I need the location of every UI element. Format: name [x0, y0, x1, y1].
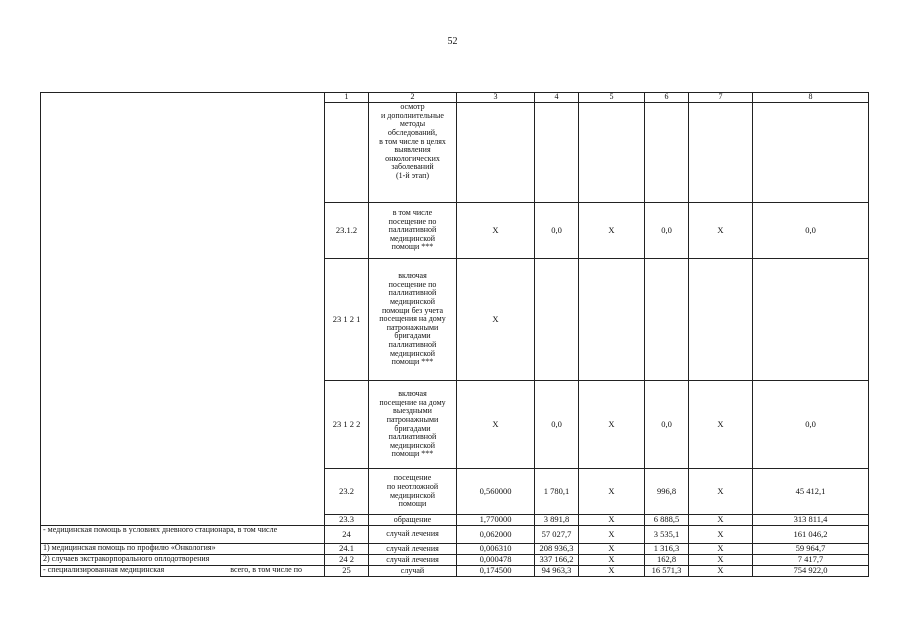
- row-value-c7: Х: [689, 526, 753, 544]
- row-name-part: - специализированная медицинская: [43, 565, 165, 574]
- row-value-c8: 7 417,7: [753, 555, 869, 566]
- row-unit: осмотр и дополнительные методы обследований, в том числе в целях выявления онкологических заболеваний (1-й этап): [369, 103, 457, 203]
- row-code: 23 1 2 2: [325, 381, 369, 469]
- row-value-c7: Х: [689, 469, 753, 515]
- row-unit: случай лечения: [369, 526, 457, 544]
- row-value-c8: 45 412,1: [753, 469, 869, 515]
- row-value-c4: 208 936,3: [535, 544, 579, 555]
- row-value-c5: Х: [579, 381, 645, 469]
- row-value-c4: 57 027,7: [535, 526, 579, 544]
- row-name: - медицинская помощь в условиях дневного стационара, в том числе: [41, 526, 325, 544]
- row-value-c6: [645, 103, 689, 203]
- column-header: 4: [535, 93, 579, 103]
- row-value-c3: Х: [457, 381, 535, 469]
- row-value-c7: Х: [689, 381, 753, 469]
- row-value-c4: 0,0: [535, 381, 579, 469]
- row-code: 23 1 2 1: [325, 259, 369, 381]
- table-row: [41, 544, 869, 555]
- row-value-c4: 337 166,2: [535, 555, 579, 566]
- row-value-c7: [689, 103, 753, 203]
- column-header: 3: [457, 93, 535, 103]
- column-header: 7: [689, 93, 753, 103]
- row-value-c6: 162,8: [645, 555, 689, 566]
- row-value-c6: [645, 259, 689, 381]
- row-value-c3: Х: [457, 203, 535, 259]
- row-value-c8: 59 964,7: [753, 544, 869, 555]
- row-code: 23.3: [325, 515, 369, 526]
- row-value-c6: 996,8: [645, 469, 689, 515]
- row-code: 25: [325, 566, 369, 577]
- row-value-c5: Х: [579, 203, 645, 259]
- row-value-c3: Х: [457, 259, 535, 381]
- row-value-c3: [457, 103, 535, 203]
- table-row: [41, 566, 869, 577]
- row-code: [325, 103, 369, 203]
- row-name-part: всего, в том числе по: [230, 565, 302, 574]
- row-value-c7: Х: [689, 203, 753, 259]
- header-row: [41, 93, 869, 103]
- row-unit: обращение: [369, 515, 457, 526]
- row-value-c3: 0,000478: [457, 555, 535, 566]
- row-value-c8: 0,0: [753, 203, 869, 259]
- row-value-c6: 3 535,1: [645, 526, 689, 544]
- row-value-c8: [753, 259, 869, 381]
- row-unit: в том числе посещение по паллиативной медицинской помощи ***: [369, 203, 457, 259]
- row-value-c6: 0,0: [645, 381, 689, 469]
- row-value-c5: Х: [579, 515, 645, 526]
- row-unit: включая посещение по паллиативной медицинской помощи без учета посещения на дому патронажными бригадами паллиативной медицинской помощи ***: [369, 259, 457, 381]
- row-value-c3: 0,062000: [457, 526, 535, 544]
- row-value-c4: 94 963,3: [535, 566, 579, 577]
- row-unit: случай лечения: [369, 544, 457, 555]
- row-value-c7: Х: [689, 566, 753, 577]
- row-value-c6: 1 316,3: [645, 544, 689, 555]
- page-number: 52: [447, 36, 458, 47]
- row-unit: посещение по неотложной медицинской помощи: [369, 469, 457, 515]
- row-value-c8: 161 046,2: [753, 526, 869, 544]
- row-value-c5: [579, 103, 645, 203]
- column-header: 5: [579, 93, 645, 103]
- row-value-c6: 0,0: [645, 203, 689, 259]
- row-value-c4: 3 891,8: [535, 515, 579, 526]
- row-code: 24: [325, 526, 369, 544]
- row-value-c3: 0,560000: [457, 469, 535, 515]
- row-value-c6: 16 571,3: [645, 566, 689, 577]
- table-row: [41, 555, 869, 566]
- row-code: 24 2: [325, 555, 369, 566]
- row-unit: случай лечения: [369, 555, 457, 566]
- row-value-c3: 1,770000: [457, 515, 535, 526]
- column-header: 2: [369, 93, 457, 103]
- merged-name-cell: [41, 93, 325, 526]
- row-code: 23.1.2: [325, 203, 369, 259]
- row-value-c8: 313 811,4: [753, 515, 869, 526]
- row-value-c5: Х: [579, 544, 645, 555]
- row-value-c7: Х: [689, 555, 753, 566]
- row-value-c8: 754 922,0: [753, 566, 869, 577]
- column-header: 6: [645, 93, 689, 103]
- row-unit: включая посещение на дому выездными патронажными бригадами паллиативной медицинской помощи ***: [369, 381, 457, 469]
- row-value-c3: 0,006310: [457, 544, 535, 555]
- table-row: [41, 526, 869, 544]
- row-value-c5: Х: [579, 555, 645, 566]
- row-value-c4: [535, 103, 579, 203]
- row-value-c4: 1 780,1: [535, 469, 579, 515]
- row-name: [41, 566, 325, 577]
- column-header: 8: [753, 93, 869, 103]
- row-value-c7: [689, 259, 753, 381]
- column-header: 1: [325, 93, 369, 103]
- row-value-c8: [753, 103, 869, 203]
- row-unit: случай: [369, 566, 457, 577]
- row-value-c3: 0,174500: [457, 566, 535, 577]
- row-value-c5: [579, 259, 645, 381]
- row-value-c4: 0,0: [535, 203, 579, 259]
- row-value-c7: Х: [689, 515, 753, 526]
- row-value-c5: Х: [579, 566, 645, 577]
- row-code: 23.2: [325, 469, 369, 515]
- row-value-c7: Х: [689, 544, 753, 555]
- row-name: 2) случаев экстракорпорального оплодотворения: [41, 555, 325, 566]
- row-value-c5: Х: [579, 526, 645, 544]
- row-value-c4: [535, 259, 579, 381]
- row-value-c8: 0,0: [753, 381, 869, 469]
- row-name: 1) медицинская помощь по профилю «Онкология»: [41, 544, 325, 555]
- row-value-c6: 6 888,5: [645, 515, 689, 526]
- row-value-c5: Х: [579, 469, 645, 515]
- data-table: [40, 92, 869, 577]
- row-code: 24.1: [325, 544, 369, 555]
